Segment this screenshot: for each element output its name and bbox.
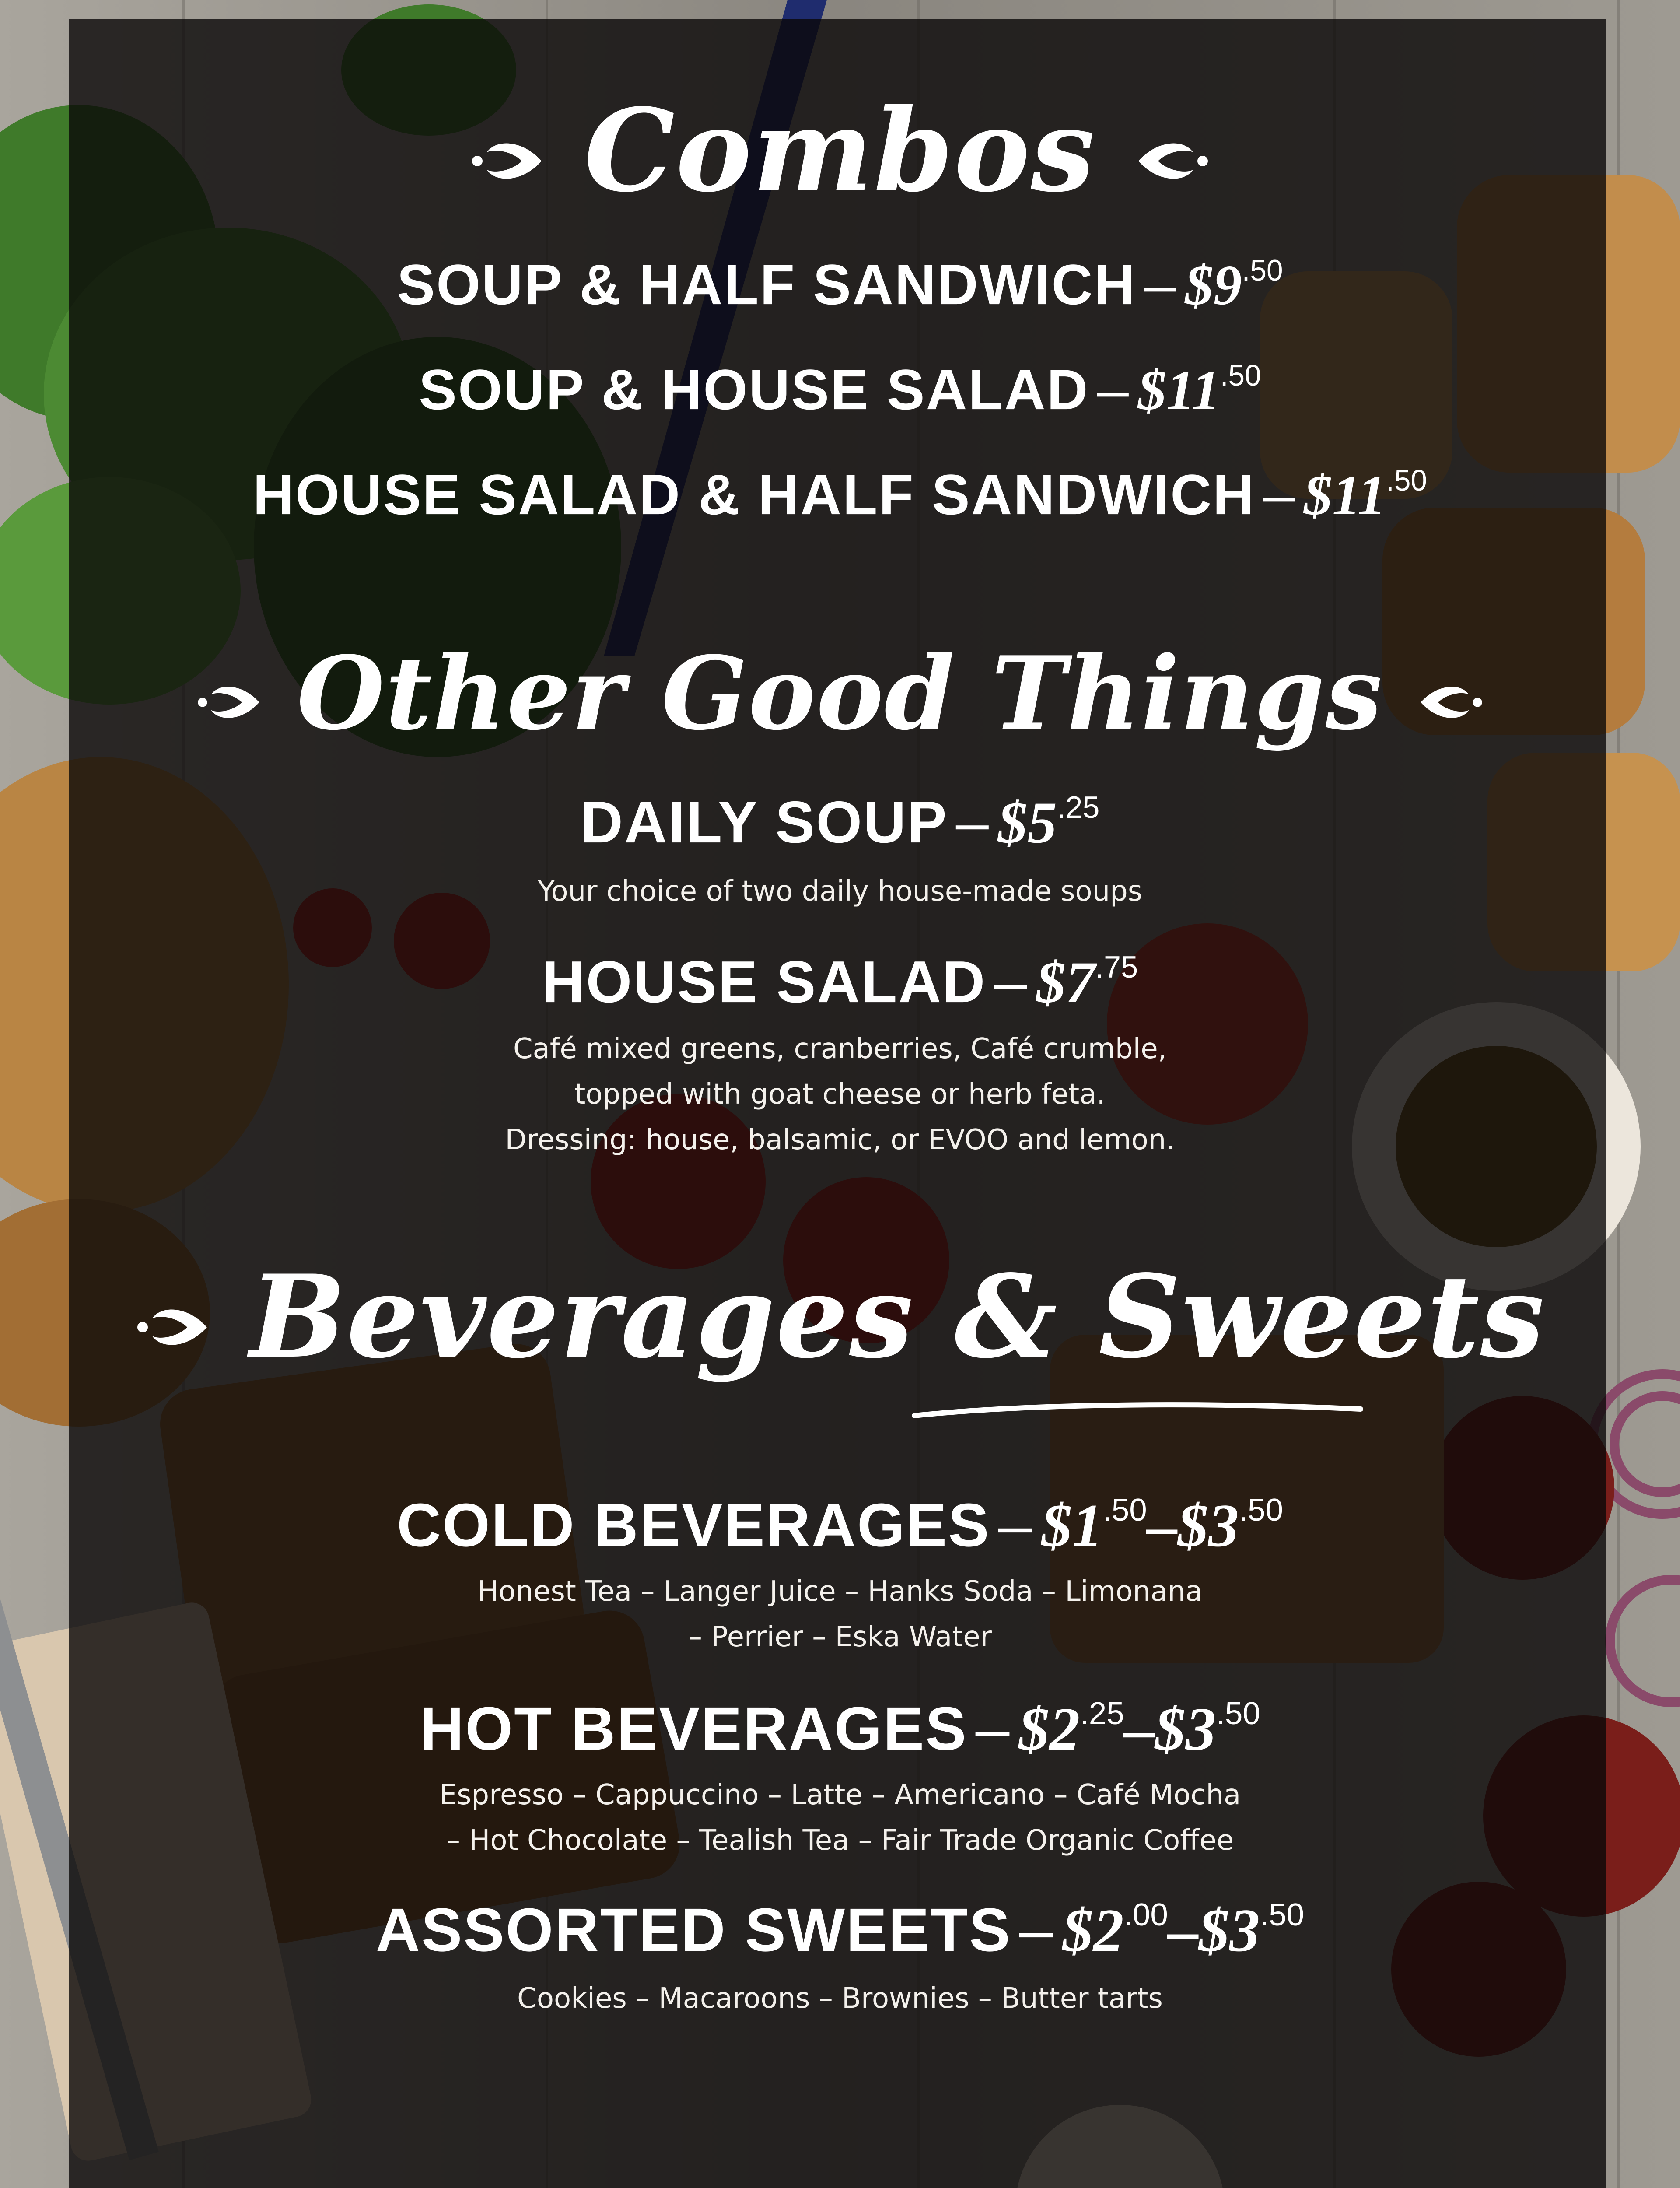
assorted-sweets-description <box>0 1976 1680 2021</box>
item-price: $\$1^{.50}-\$3^{.50}$ <box>1041 1492 1283 1560</box>
beverage-item-hot <box>0 1694 1680 1764</box>
item-dash: – <box>975 1694 1011 1763</box>
combo-item-3 <box>0 463 1680 527</box>
cold-beverages-description <box>0 1569 1680 1660</box>
sweets-item-assorted <box>0 1895 1680 1965</box>
item-name: SOUP & HALF SANDWICH <box>397 252 1137 317</box>
description-line: – Perrier – Eska Water <box>688 1621 992 1653</box>
item-dash: – <box>1263 463 1296 527</box>
other-heading <box>0 635 1680 753</box>
beverages-heading <box>0 1250 1680 1384</box>
item-dash: – <box>1019 1895 1055 1964</box>
item-dash: – <box>956 789 990 856</box>
item-name: DAILY SOUP <box>580 789 948 856</box>
item-dash: – <box>998 1490 1034 1560</box>
item-price: $\$7^{.75}$ <box>1036 950 1138 1016</box>
heading-underline <box>910 1398 1365 1424</box>
other-item-house-salad <box>0 949 1680 1016</box>
item-dash: – <box>994 949 1029 1015</box>
description-line: Cookies – Macaroons – Brownies – Butter tarts <box>517 1982 1163 2015</box>
item-dash: – <box>1144 252 1177 317</box>
combos-heading <box>0 84 1680 217</box>
item-price: $\$11^{.50}$ <box>1304 464 1428 527</box>
combo-item-2 <box>0 358 1680 422</box>
item-name: SOUP & HOUSE SALAD <box>419 358 1089 422</box>
combos-title: Combos <box>584 84 1096 217</box>
item-name: HOUSE SALAD & HALF SANDWICH <box>252 463 1255 527</box>
right-swirl-icon <box>1136 135 1211 187</box>
description-line: Espresso – Cappuccino – Latte – Americano – Café Mocha <box>439 1779 1241 1811</box>
description-line: – Hot Chocolate – Tealish Tea – Fair Trade Organic Coffee <box>446 1824 1234 1857</box>
daily-soup-description <box>0 869 1680 914</box>
item-name: HOUSE SALAD <box>542 949 987 1015</box>
description-line: Dressing: house, balsamic, or EVOO and lemon. <box>505 1124 1175 1156</box>
item-name: ASSORTED SWEETS <box>375 1895 1012 1964</box>
item-price: $\$5^{.25}$ <box>998 790 1100 856</box>
left-swirl-icon <box>469 135 544 187</box>
right-swirl-icon <box>1419 678 1484 726</box>
left-swirl-icon <box>196 678 261 726</box>
combo-item-1 <box>0 252 1680 317</box>
item-price: $\$11^{.50}$ <box>1138 359 1261 422</box>
description-line: Café mixed greens, cranberries, Café crumble, <box>513 1033 1167 1065</box>
item-dash: – <box>1097 358 1130 422</box>
hot-beverages-description <box>0 1772 1680 1863</box>
item-name: COLD BEVERAGES <box>397 1490 990 1560</box>
item-price: $\$9^{.50}$ <box>1185 254 1283 317</box>
other-item-daily-soup <box>0 789 1680 856</box>
description-line: Your choice of two daily house-made soups <box>537 875 1143 908</box>
description-line: Honest Tea – Langer Juice – Hanks Soda – Limonana <box>477 1575 1203 1608</box>
left-swirl-icon <box>135 1301 209 1353</box>
item-name: HOT BEVERAGES <box>420 1694 968 1763</box>
other-title: Other Good Things <box>297 635 1383 753</box>
beverage-item-cold <box>0 1490 1680 1560</box>
item-price: $\$2^{.25}-\$3^{.50}$ <box>1018 1695 1260 1764</box>
house-salad-description <box>0 1026 1680 1163</box>
description-line: topped with goat cheese or herb feta. <box>574 1078 1106 1111</box>
beverages-title: Beverages & Sweets <box>249 1250 1545 1384</box>
item-price: $\$2^{.00}-\$3^{.50}$ <box>1062 1897 1305 1965</box>
